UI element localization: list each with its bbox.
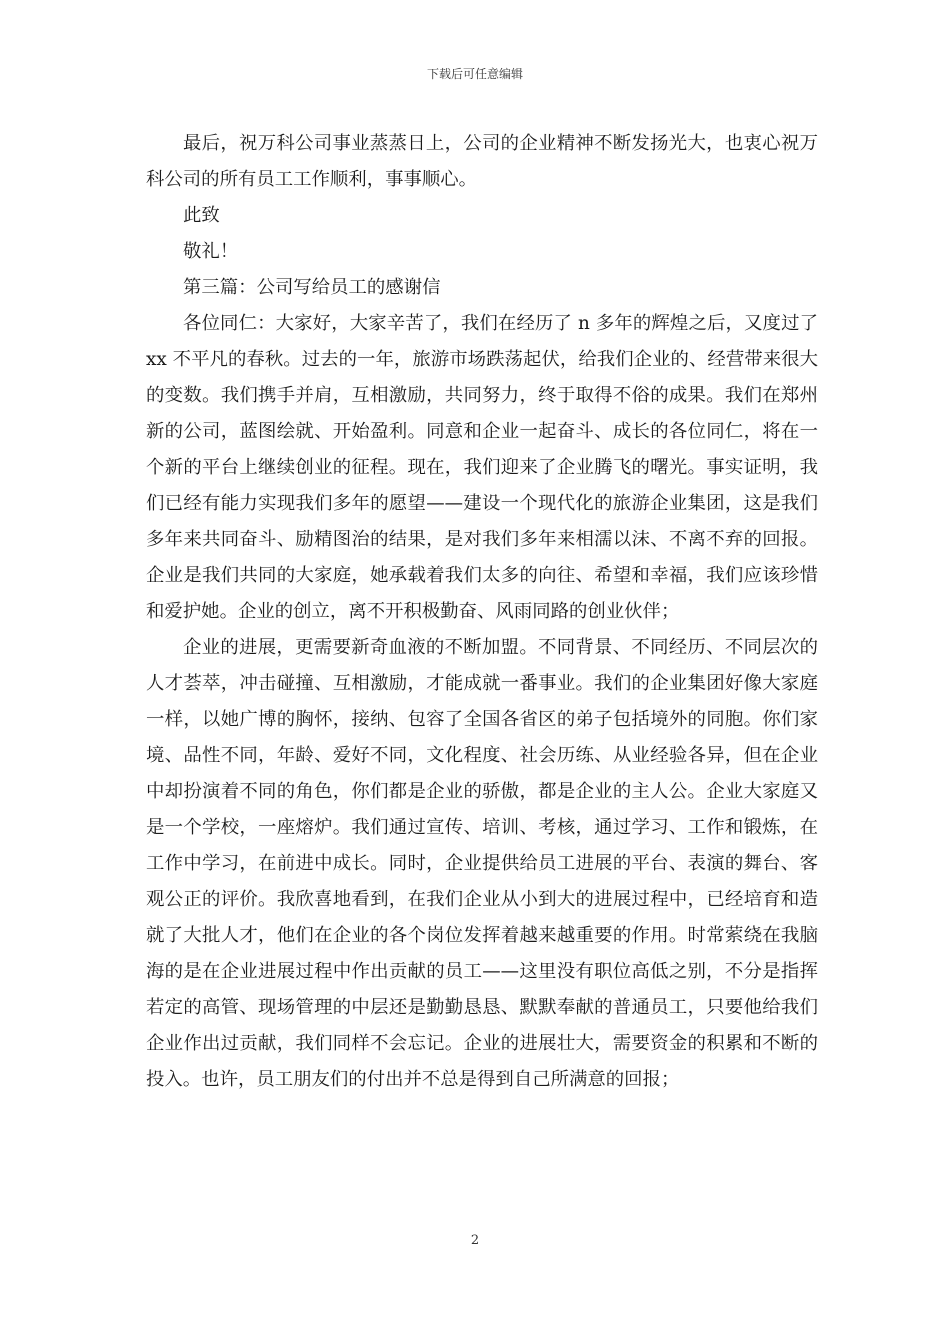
salutation-cizhi: 此致 xyxy=(183,205,220,226)
letter-paragraph-1: 各位同仁：大家好，大家辛苦了，我们在经历了 n 多年的辉煌之后，又度过了 xx 不平凡的春秋。过去的一年，旅游市场跌荡起伏，给我们企业的、经营带来很大的变数。我们携手并肩，互相激励，共同努力，终于取得不俗的成果。我们在郑州新的公司，蓝图绘就、开始盈利。同意和企业一起奋斗、成长的各位同仁，将在一个新的平台上继续创业的征程。现在，我们迎来了企业腾飞的曙光。事实证明，我们已经有能力实现我们多年的愿望——建设一个现代化的旅游企业集团，这是我们多年来共同奋斗、励精图治的结果，是对我们多年来相濡以沫、不离不弃的回报。企业是我们共同的大家庭，她承载着我们太多的向往、希望和幸福，我们应该珍惜和爱护她。企业的创立，离不开积极勤奋、风雨同路的创业伙伴； xyxy=(146,313,818,622)
letter-paragraph-2: 企业的进展，更需要新奇血液的不断加盟。不同背景、不同经历、不同层次的人才荟萃，冲击碰撞、互相激励，才能成就一番事业。我们的企业集团好像大家庭一样，以她广博的胸怀，接纳、包容了全国各省区的弟子包括境外的同胞。你们家境、品性不同，年龄、爱好不同，文化程度、社会历练、从业经验各异，但在企业中却扮演着不同的角色，你们都是企业的骄傲，都是企业的主人公。企业大家庭又是一个学校，一座熔炉。我们通过宣传、培训、考核，通过学习、工作和锻炼，在工作中学习，在前进中成长。同时，企业提供给员工进展的平台、表演的舞台、客观公正的评价。我欣喜地看到，在我们企业从小到大的进展过程中，已经培育和造就了大批人才，他们在企业的各个岗位发挥着越来越重要的作用。时常萦绕在我脑海的是在企业进展过程中作出贡献的员工——这里没有职位高低之别，不分是指挥若定的高管、现场管理的中层还是勤勤恳恳、默默奉献的普通员工，只要他给我们企业作出过贡献，我们同样不会忘记。企业的进展壮大，需要资金的积累和不断的投入。也许，员工朋友们的付出并不总是得到自己所满意的回报； xyxy=(146,637,818,1090)
page-number: 2 xyxy=(470,1233,480,1248)
page-header: 下载后可任意编辑 xyxy=(426,67,523,81)
document-body xyxy=(146,126,818,1098)
closing-wishes-paragraph: 最后，祝万科公司事业蒸蒸日上，公司的企业精神不断发扬光大，也衷心祝万科公司的所有员工工作顺利，事事顺心。 xyxy=(146,133,818,190)
salutation-jingli: 敬礼！ xyxy=(183,241,239,262)
section-heading: 第三篇：公司写给员工的感谢信 xyxy=(183,277,441,298)
